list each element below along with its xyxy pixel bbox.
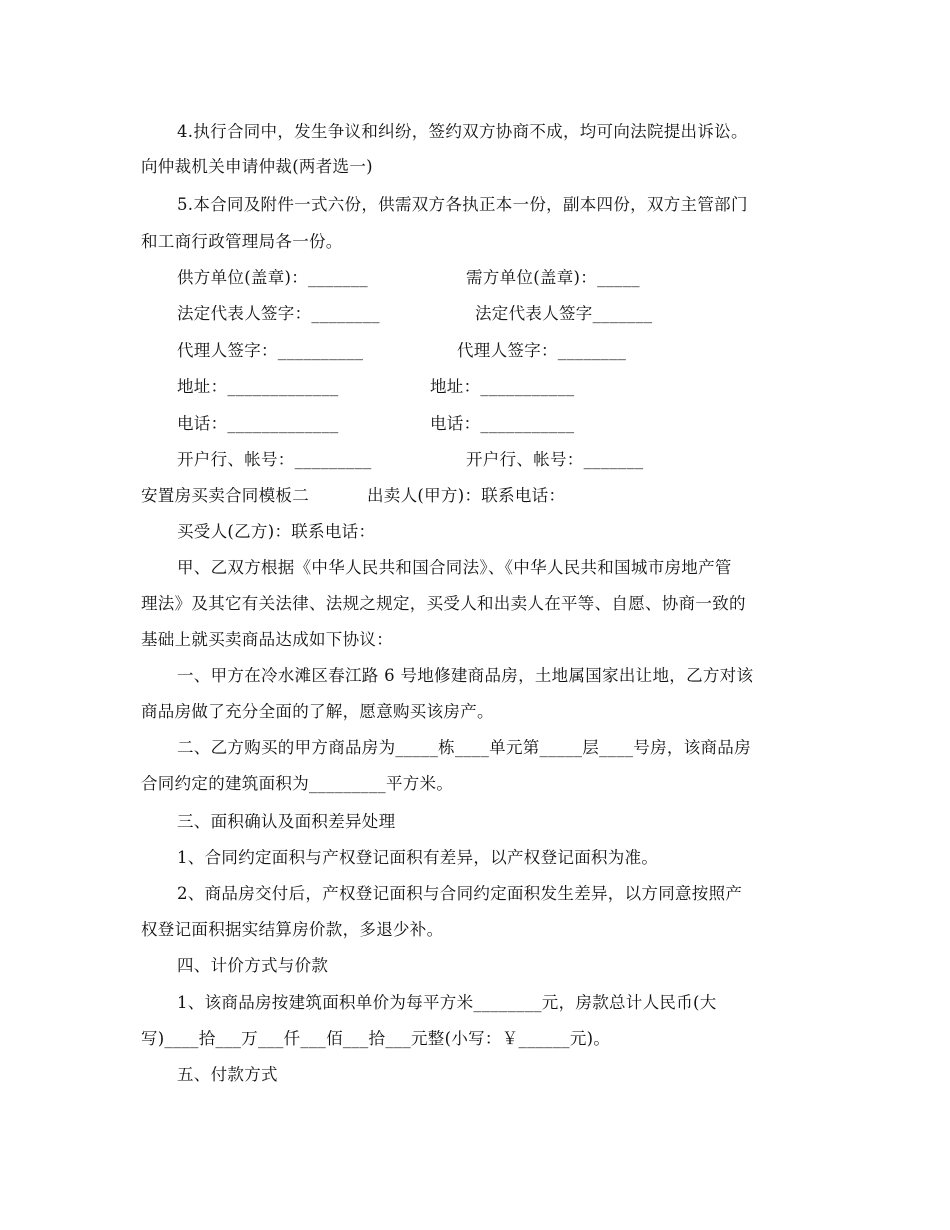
article-2-line-1: 二、乙方购买的甲方商品房为_____栋____单元第_____层____号房，该商品房	[177, 738, 751, 757]
article-3-heading: 三、面积确认及面积差异处理	[177, 812, 396, 831]
buyer-unit-field: 需方单位(盖章)：_____	[466, 268, 640, 287]
address-left-field: 地址：_____________	[177, 377, 339, 396]
bank-right-field: 开户行、帐号：_______	[466, 450, 644, 469]
buyer-line: 买受人(乙方)：联系电话：	[177, 522, 376, 541]
seller-line: 出卖人(甲方)：联系电话：	[367, 486, 566, 505]
template-title: 安置房买卖合同模板二	[141, 486, 309, 505]
legal-rep-left-field: 法定代表人签字：________	[177, 304, 380, 323]
article-2-line-2: 合同约定的建筑面积为_________平方米。	[141, 774, 454, 793]
clause-5-line-2: 和工商行政管理局各一份。	[141, 232, 343, 251]
article-1-line-2: 商品房做了充分全面的了解，愿意购买该房产。	[141, 702, 494, 721]
preamble-line-3: 基础上就买卖商品达成如下协议：	[141, 630, 393, 649]
address-right-field: 地址：___________	[430, 377, 575, 396]
supplier-unit-field: 供方单位(盖章)：_______	[177, 268, 368, 287]
preamble-line-1: 甲、乙双方根据《中华人民共和国合同法》、《中华人民共和国城市房地产管	[177, 558, 732, 577]
article-3-item-2-line-1: 2、商品房交付后，产权登记面积与合同约定面积发生差异，以方同意按照产	[177, 884, 743, 903]
clause-4-line-2: 向仲裁机关申请仲裁(两者选一)	[141, 157, 373, 176]
clause-5-line-1: 5.本合同及附件一式六份，供需双方各执正本一份，副本四份，双方主管部门	[177, 195, 748, 214]
article-5-heading: 五、付款方式	[177, 1065, 278, 1084]
article-3-item-2-line-2: 权登记面积据实结算房价款，多退少补。	[141, 920, 444, 939]
bank-left-field: 开户行、帐号：_________	[177, 450, 372, 469]
clause-4-line-1: 4.执行合同中，发生争议和纠纷，签约双方协商不成，均可向法院提出诉讼。	[177, 122, 748, 141]
phone-left-field: 电话：_____________	[177, 414, 339, 433]
article-4-heading: 四、计价方式与价款	[177, 956, 329, 975]
agent-right-field: 代理人签字：________	[457, 341, 627, 360]
phone-right-field: 电话：___________	[430, 414, 575, 433]
article-3-item-1: 1、合同约定面积与产权登记面积有差异，以产权登记面积为准。	[177, 848, 659, 867]
article-4-item-1-line-2: 写)____拾___万___仟___佰___拾___元整(小写：￥______元)。	[141, 1029, 611, 1048]
legal-rep-right-field: 法定代表人签字_______	[475, 304, 653, 323]
article-4-item-1-line-1: 1、该商品房按建筑面积单价为每平方米________元，房款总计人民币(大	[177, 993, 717, 1012]
preamble-line-2: 理法》及其它有关法律、法规之规定，买受人和出卖人在平等、自愿、协商一致的	[141, 594, 746, 613]
agent-left-field: 代理人签字：__________	[177, 341, 364, 360]
article-1-line-1: 一、甲方在冷水滩区春江路 6 号地修建商品房，土地属国家出让地，乙方对该	[177, 666, 754, 685]
